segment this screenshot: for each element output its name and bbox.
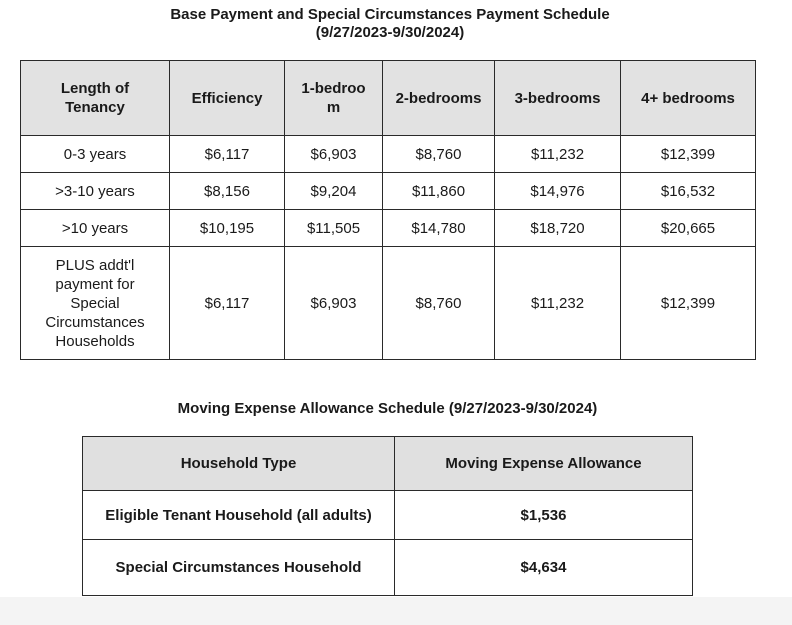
table-cell: $18,720 [495,210,621,247]
page-bottom-margin [0,597,792,625]
table-cell: $14,780 [383,210,495,247]
table-cell: $16,532 [621,173,756,210]
table-cell: $20,665 [621,210,756,247]
table-cell: $8,156 [170,173,285,210]
table-row [21,173,756,210]
header-1-bedroom [285,61,383,136]
table-row [21,136,756,173]
table-cell: $10,195 [170,210,285,247]
row-label: 0-3 years [21,136,170,173]
payment-schedule-table [20,60,756,360]
table-cell: $6,117 [170,247,285,360]
table-cell: $11,505 [285,210,383,247]
table-cell: $6,903 [285,247,383,360]
table-header-row [83,437,693,491]
header-3-bedrooms: 3-bedrooms [495,61,621,136]
moving-allowance-table [82,436,693,596]
row-label: >3-10 years [21,173,170,210]
moving-schedule-title: Moving Expense Allowance Schedule (9/27/2023-9/30/2024) [177,400,598,417]
header-length-of-tenancy-label: Length of Tenancy [60,80,130,116]
payment-schedule-title: Base Payment and Special Circumstances Payment Schedule [170,6,610,23]
household-type-cell: Eligible Tenant Household (all adults) [83,491,395,540]
table-header-row [21,61,756,136]
table-cell: $9,204 [285,173,383,210]
table-row [83,540,693,596]
allowance-cell: $4,634 [395,540,693,596]
table-cell: $14,976 [495,173,621,210]
header-length-of-tenancy [21,61,170,136]
table-cell: $11,232 [495,247,621,360]
table-cell: $11,232 [495,136,621,173]
row-label: >10 years [21,210,170,247]
header-moving-expense-allowance: Moving Expense Allowance [395,437,693,491]
table-row [21,210,756,247]
table-row [83,491,693,540]
table-cell: $12,399 [621,136,756,173]
table-cell: $6,903 [285,136,383,173]
table-cell: $8,760 [383,136,495,173]
table-row [21,247,756,360]
special-circumstances-label: PLUS addt'l payment for Special Circumstances Households [45,256,145,350]
header-4-plus-bedrooms: 4+ bedrooms [621,61,756,136]
table-cell: $6,117 [170,136,285,173]
header-household-type: Household Type [83,437,395,491]
header-efficiency: Efficiency [170,61,285,136]
household-type-cell: Special Circumstances Household [83,540,395,596]
table-cell: $8,760 [383,247,495,360]
row-label [21,247,170,360]
header-2-bedrooms: 2-bedrooms [383,61,495,136]
header-1-bedroom-label: 1-bedroom [301,80,366,116]
allowance-cell: $1,536 [395,491,693,540]
payment-schedule-date-range: (9/27/2023-9/30/2024) [315,24,465,41]
table-cell: $12,399 [621,247,756,360]
table-cell: $11,860 [383,173,495,210]
